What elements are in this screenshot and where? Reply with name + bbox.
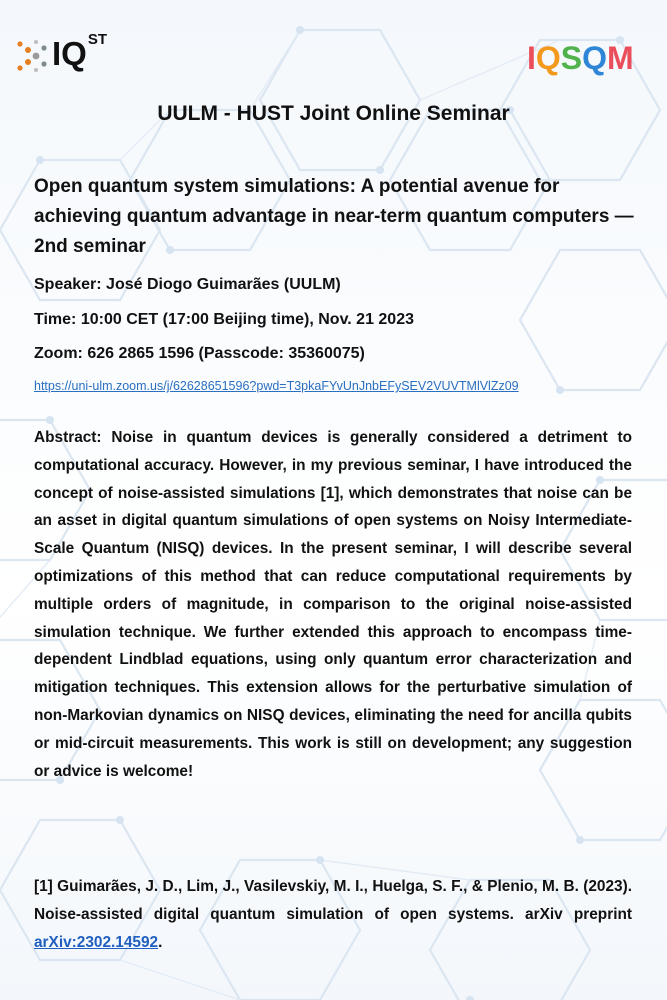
abstract-text: Abstract: Noise in quantum devices is generally considered a detriment to computational accuracy. However, in my previous seminar, I have introduced the concept of noise-assisted simulations [1], which demonstrates that noise can be an asset in digital quantum simulations of open systems on Noisy Intermediate-Scale Quantum (NISQ) devices. In the present seminar, I will describe several optimizations of this method that can reduce computational requirements by multiple orders of magnitude, in comparison to the original noise-assisted simulation technique. We further extended this approach to encompass time-dependent Lindblad equations, using only quantum error characterization and mitigation techniques. This extension allows for the perturbative simulation of non-Markovian dynamics on NISQ devices, eliminating the need for ancilla qubits or mid-circuit measurements. This work is still on development; any suggestion or advice is welcome! (34, 429, 632, 780)
iqsqm-logo (527, 40, 647, 80)
iqsqm-letter: Q (582, 40, 608, 76)
seminar-title: UULM - HUST Joint Online Seminar (157, 102, 510, 125)
speaker-line: Speaker: José Diogo Guimarães (UULM) (34, 276, 341, 293)
iqsqm-letter: M (607, 40, 634, 76)
zoom-line: Zoom: 626 2865 1596 (Passcode: 35360075) (34, 345, 365, 362)
reference-end: . (158, 933, 163, 951)
iqst-wordmark: $IQ^{ST}$ (52, 31, 108, 72)
iqsqm-letter: I (527, 40, 536, 76)
reference-text (34, 873, 632, 956)
time-line: Time: 10:00 CET (17:00 Beijing time), Nov. 21 2023 (34, 311, 414, 328)
reference-citation: [1] Guimarães, J. D., Lim, J., Vasilevskiy, M. I., Huelga, S. F., & Plenio, M. B. (2023). Noise-assisted digital quantum simulation of open systems. arXiv preprint (34, 878, 632, 923)
talk-title: Open quantum system simulations: A potential avenue for achieving quantum advantage in near-term quantum computers — 2nd seminar (34, 176, 634, 257)
zoom-link[interactable]: https://uni-ulm.zoom.us/j/62628651596?pwd=T3pkaFYvUnJnbEFySEV2VUVTMlVlZz09 (34, 379, 519, 393)
iqsqm-letter: S (560, 40, 583, 76)
dots-mark-icon (14, 36, 50, 76)
iqst-logo (14, 31, 144, 80)
arxiv-link[interactable]: arXiv:2302.14592 (34, 933, 159, 951)
iqsqm-letter: Q (535, 40, 561, 76)
